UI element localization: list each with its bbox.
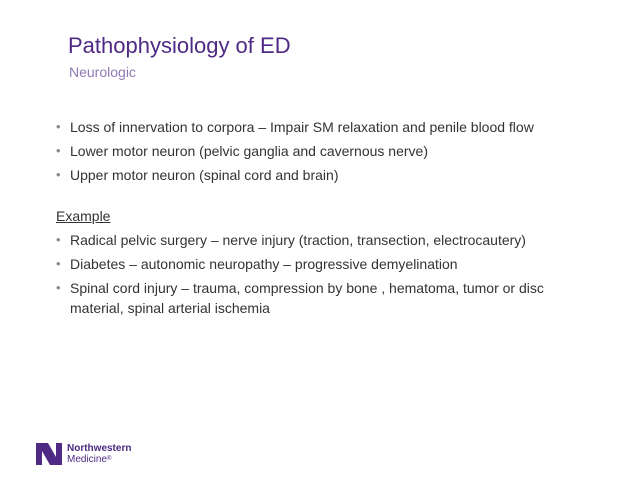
northwestern-medicine-logo	[36, 442, 131, 466]
bullet-dot: •	[56, 232, 61, 247]
bullet-dot: •	[56, 119, 61, 134]
bullet-item	[56, 228, 576, 252]
slide-title: Pathophysiology of ED	[68, 33, 291, 58]
northwestern-n-icon	[36, 443, 62, 465]
logo-line-1: Northwestern	[67, 443, 132, 454]
bullet-dot: •	[56, 256, 61, 271]
bullet-text: Diabetes – autonomic neuropathy – progressive demyelination	[70, 256, 458, 272]
example-heading: Example	[56, 208, 111, 224]
bullet-text: Radical pelvic surgery – nerve injury (traction, transection, electrocautery)	[70, 232, 526, 248]
bullet-dot: •	[56, 143, 61, 158]
logo-line-2-text: Medicine	[67, 454, 108, 465]
bullet-item	[56, 252, 576, 276]
logo-line-2	[67, 454, 131, 465]
bullet-dot: •	[56, 280, 61, 295]
bullet-item	[56, 163, 576, 187]
registered-mark: ®	[107, 456, 112, 462]
logo-wordmark	[67, 443, 131, 465]
bullet-text: Upper motor neuron (spinal cord and brain)	[70, 167, 339, 183]
bullet-item	[56, 139, 576, 163]
bullet-text: Lower motor neuron (pelvic ganglia and cavernous nerve)	[70, 143, 428, 159]
bullet-dot: •	[56, 167, 61, 182]
bullet-item	[56, 115, 576, 139]
slide-subtitle: Neurologic	[69, 64, 136, 80]
bullet-item	[56, 276, 576, 320]
bullet-text: Spinal cord injury – trauma, compression by bone , hematoma, tumor or disc material, spinal arterial ischemia	[70, 280, 544, 316]
bullet-text: Loss of innervation to corpora – Impair SM relaxation and penile blood flow	[70, 119, 534, 135]
slide-body	[56, 115, 576, 320]
